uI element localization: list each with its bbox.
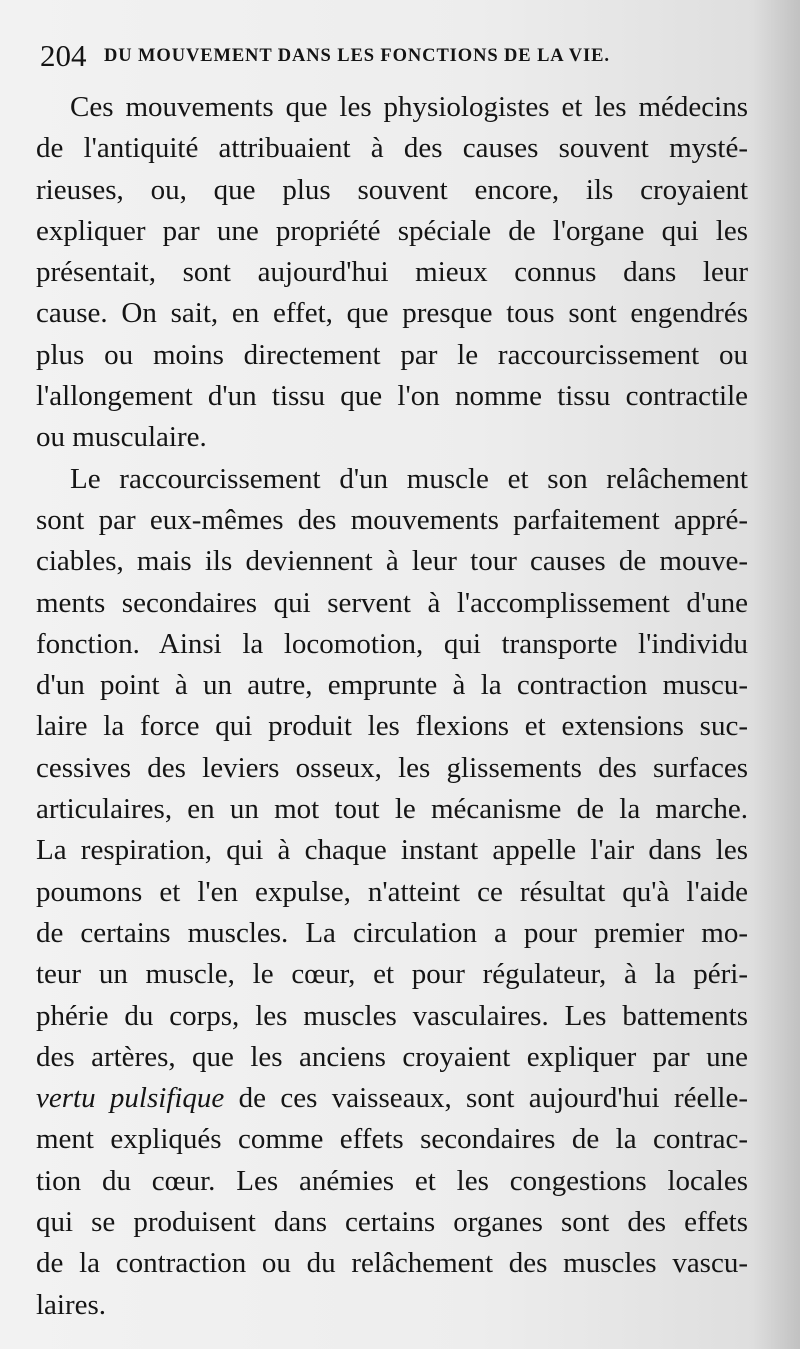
text-line: l'allongement d'un tissu que l'on nomme tissu contractile xyxy=(36,380,748,413)
text-line: d'un point à un autre, emprunte à la contraction muscu- xyxy=(36,669,748,702)
text-line: présentait, sont aujourd'hui mieux connus dans leur xyxy=(36,256,748,289)
text-line: qui se produisent dans certains organes sont des effets xyxy=(36,1206,748,1239)
text-line: de la contraction ou du relâchement des muscles vascu- xyxy=(36,1247,748,1280)
text-line: laires. xyxy=(36,1288,107,1321)
text-line: tion du cœur. Les anémies et les congestions locales xyxy=(36,1164,748,1197)
text-line: de certains muscles. La circulation a pour premier mo- xyxy=(36,916,748,949)
text-line: cessives des leviers osseux, les glissements des surfaces xyxy=(36,751,748,784)
body-text xyxy=(36,87,748,1326)
text-line: cause. On sait, en effet, que presque tous sont engendrés xyxy=(36,297,748,330)
text-line: rieuses, ou, que plus souvent encore, ils croyaient xyxy=(36,173,748,206)
text-line: ments secondaires qui servent à l'accomplissement d'une xyxy=(36,586,748,619)
text-line: plus ou moins directement par le raccourcissement ou xyxy=(36,338,748,371)
running-title: DU MOUVEMENT DANS LES FONCTIONS DE LA VIE. xyxy=(104,46,610,66)
page-shadow xyxy=(752,0,800,1349)
text-line: poumons et l'en expulse, n'atteint ce résultat qu'à l'aide xyxy=(36,875,748,908)
running-header xyxy=(40,38,680,78)
text-line: Ces mouvements que les physiologistes et les médecins xyxy=(70,91,748,123)
text-line: des artères, que les anciens croyaient expliquer par une xyxy=(36,1040,748,1073)
text-line: laire la force qui produit les flexions et extensions suc- xyxy=(36,710,748,743)
text-line: vertu pulsifique de ces vaisseaux, sont aujourd'hui réelle- xyxy=(36,1082,748,1115)
text-line: teur un muscle, le cœur, et pour régulateur, à la péri- xyxy=(36,958,748,991)
text-line: phérie du corps, les muscles vasculaires. Les battements xyxy=(36,999,748,1032)
text-line: sont par eux-mêmes des mouvements parfaitement appré- xyxy=(36,503,748,536)
text-line: ciables, mais ils deviennent à leur tour causes de mouve- xyxy=(36,545,748,578)
text-line: articulaires, en un mot tout le mécanisme de la marche. xyxy=(36,793,748,826)
page-number: 204 xyxy=(40,38,87,73)
text-line: ou musculaire. xyxy=(36,421,207,454)
text-line: de l'antiquité attribuaient à des causes souvent mysté- xyxy=(36,132,748,165)
text-line: ment expliqués comme effets secondaires de la contrac- xyxy=(36,1123,748,1156)
text-line: La respiration, qui à chaque instant appelle l'air dans les xyxy=(36,834,748,867)
text-line: expliquer par une propriété spéciale de l'organe qui les xyxy=(36,214,748,247)
text-line: Le raccourcissement d'un muscle et son relâchement xyxy=(70,462,748,495)
text-line: fonction. Ainsi la locomotion, qui transporte l'individu xyxy=(36,627,748,660)
